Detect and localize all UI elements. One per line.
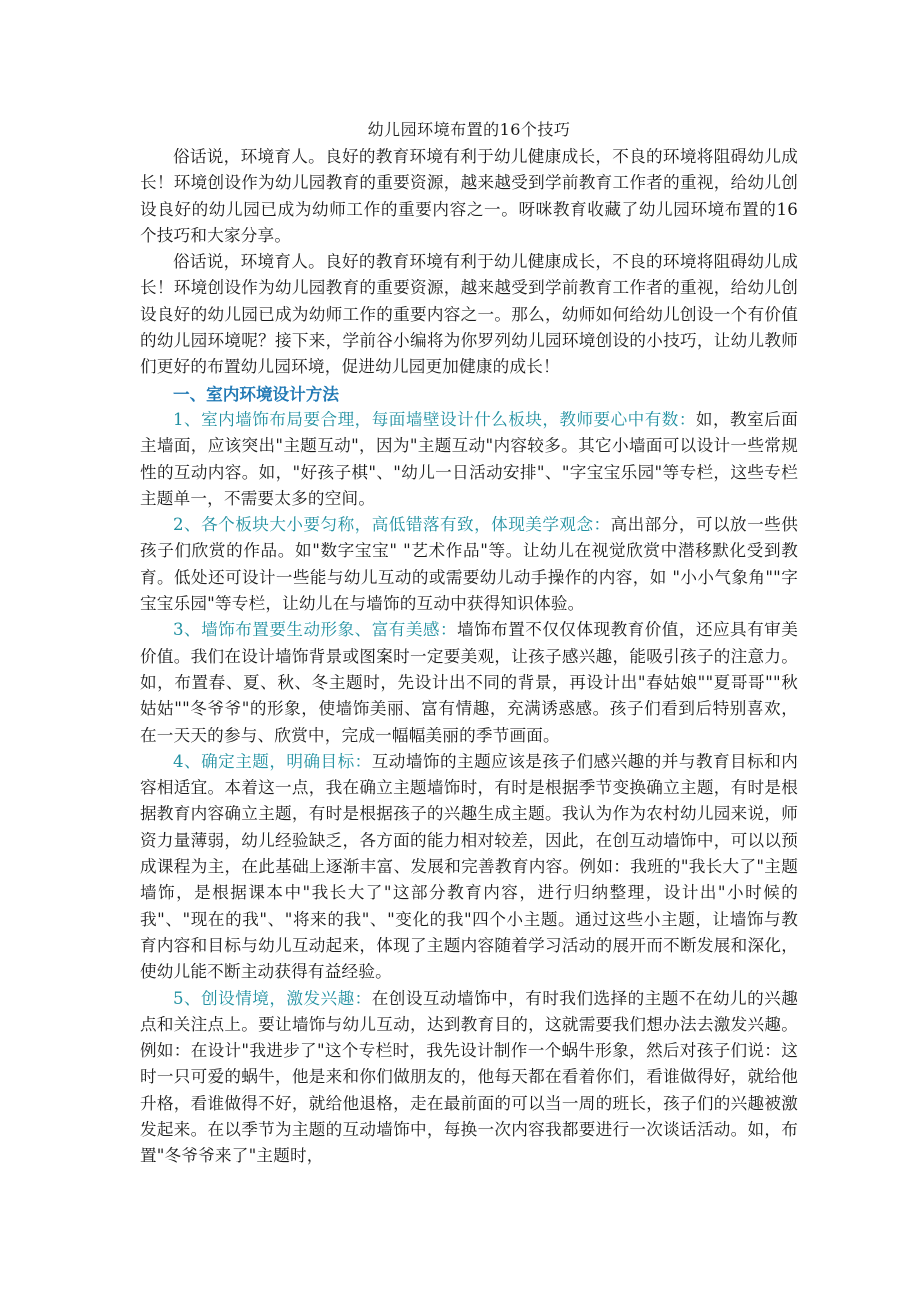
- tip-item-heading: 1、室内墙饰布局要合理，每面墙壁设计什么板块，教师要心中有数：: [173, 409, 696, 429]
- tip-item-body: 高出部分，可以放一些供孩子们欣赏的作品。如"数字宝宝" "艺术作品"等。让幼儿在视觉欣赏中潜移默化受到教育。低处还可设计一些能与幼儿互动的或需要幼儿动手操作的内容，如 "小小气象角""字宝宝乐园"等专栏，让幼儿在与墙饰的互动中获得知识体验。: [140, 515, 798, 614]
- tip-item-4: [140, 749, 798, 986]
- tip-item-heading: 3、墙饰布置要生动形象、富有美感：: [173, 620, 458, 640]
- tip-item-body: 互动墙饰的主题应该是孩子们感兴趣的并与教育目标和内容相适宜。本着这一点，我在确立主题墙饰时，有时是根据季节变换确立主题，有时是根据教育内容确立主题，有时是根据孩子的兴趣生成主题。我认为作为农村幼儿园来说，师资力量薄弱，幼儿经验缺乏，各方面的能力相对较差，因此，在创互动墙饰中，可以以预成课程为主，在此基础上逐渐丰富、发展和完善教育内容。例如：我班的"我长大了"主题墙饰，是根据课本中"我长大了"这部分教育内容，进行归纳整理，设计出"小时候的我"、"现在的我"、"将来的我"、"变化的我"四个小主题。通过这些小主题，让墙饰与教育内容和目标与幼儿互动起来，体现了主题内容随着学习活动的展开而不断发展和深化，使幼儿能不断主动获得有益经验。: [140, 751, 798, 982]
- tip-item-5: [140, 986, 798, 1170]
- page-title: 幼儿园环境布置的16个技巧: [367, 120, 571, 139]
- intro-paragraph-1: 俗话说，环境育人。良好的教育环境有利于幼儿健康成长，不良的环境将阻碍幼儿成长！环境创设作为幼儿园教育的重要资源，越来越受到学前教育工作者的重视，给幼儿创设良好的幼儿园已成为幼师工作的重要内容之一。呀咪教育收藏了幼儿园环境布置的16个技巧和大家分享。: [140, 147, 798, 245]
- tip-item-heading: 2、各个板块大小要匀称，高低错落有致，体现美学观念：: [173, 515, 611, 535]
- tip-item-heading: 5、创设情境，激发兴趣：: [173, 988, 372, 1008]
- section-heading: 一、室内环境设计方法: [173, 383, 339, 404]
- tip-item-2: [140, 512, 798, 617]
- tip-item-body: 如，教室后面主墙面，应该突出"主题互动"，因为"主题互动"内容较多。其它小墙面可以设计一些常规性的互动内容。如，"好孩子棋"、"幼儿一日活动安排"、"字宝宝乐园"等专栏，这些专栏主题单一，不需要太多的空间。: [140, 409, 798, 508]
- tip-item-1: [140, 407, 798, 512]
- tip-item-body: 在创设互动墙饰中，有时我们选择的主题不在幼儿的兴趣点和关注点上。要让墙饰与幼儿互动，达到教育目的，这就需要我们想办法去激发兴趣。例如：在设计"我进步了"这个专栏时，我先设计制作一个蜗牛形象，然后对孩子们说：这时一只可爱的蜗牛，他是来和你们做朋友的，他每天都在看着你们，看谁做得好，就给他升格，看谁做得不好，就给他退格，走在最前面的可以当一周的班长，孩子们的兴趣被激发起来。在以季节为主题的互动墙饰中，每换一次内容我都要进行一次谈话活动。如，布置"冬爷爷来了"主题时，: [140, 988, 798, 1166]
- tip-item-heading: 4、确定主题，明确目标：: [173, 751, 372, 771]
- tip-item-body: 墙饰布置不仅仅体现教育价值，还应具有审美价值。我们在设计墙饰背景或图案时一定要美观，让孩子感兴趣，能吸引孩子的注意力。如，布置春、夏、秋、冬主题时，先设计出不同的背景，再设计出"春姑娘""夏哥哥""秋姑姑""冬爷爷"的形象，使墙饰美丽、富有情趣，充满诱惑感。孩子们看到后特别喜欢，在一天天的参与、欣赏中，完成一幅幅美丽的季节画面。: [140, 620, 799, 745]
- document-page: [140, 0, 798, 1170]
- tip-item-3: [140, 617, 798, 748]
- intro-paragraph-2: 俗话说，环境育人。良好的教育环境有利于幼儿健康成长，不良的环境将阻碍幼儿成长！环境创设作为幼儿园教育的重要资源，越来越受到学前教育工作者的重视，给幼儿创设良好的幼儿园已成为幼师工作的重要内容之一。那么，幼师如何给幼儿创设一个有价值的幼儿园环境呢？接下来，学前谷小编将为你罗列幼儿园环境创设的小技巧，让幼儿教师们更好的布置幼儿园环境，促进幼儿园更加健康的成长！: [140, 252, 798, 377]
